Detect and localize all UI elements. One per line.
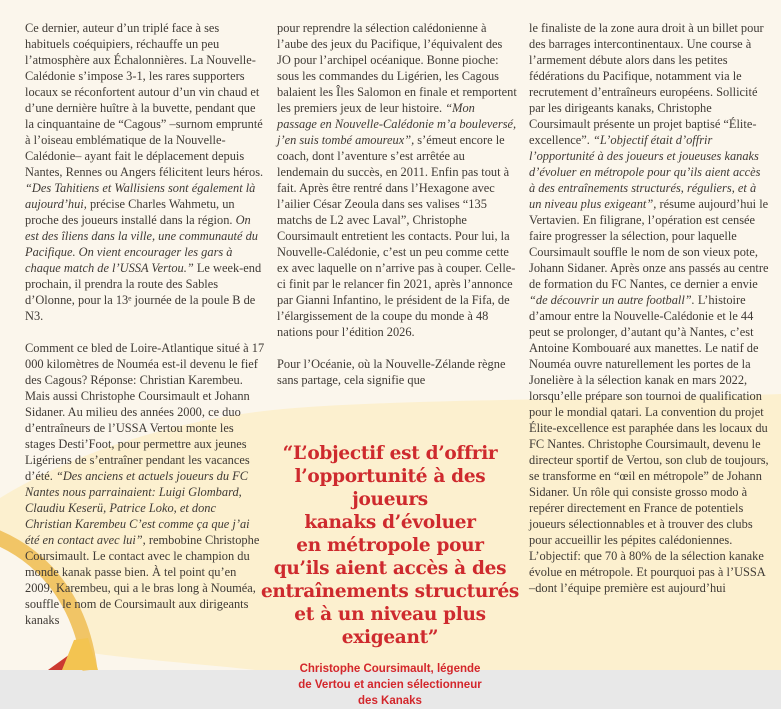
pull-quote-text: “L’objectif est d’offrir l’opportunité à des joueurs kanaks d’évoluer en métropole pour qu’ils aient accès à des entraînements structurés et à un niveau plus exigeant” bbox=[260, 443, 520, 648]
paragraph: pour reprendre la sélection calédonienne à l’aube des jeux du Pacifique, l’équivalent des JO pour l’archipel océanique. Bonne pioche: sous les commandes du Ligérien, les Cagous balaient les Îles Salomon en finale et remportent les premiers jeux de leur histoire. “Mon passage en Nouvelle-Calédonie m’a bouleversé, j’en suis tombé amoureux”, s’émeut encore le coach, dont l’aventure s’est arrêtée au lendemain du succès, en 2011. Enfin pas tout à fait. Après être rentré dans l’Hexagone avec l’ailier César Zeoula dans ses valises “135 matchs de L2 avec Laval”, Christophe Coursimault entretient les contacts. Pour lui, la Nouvelle-Calédonie, c’est un peu comme cette ex avec laquelle on n’arrive pas à couper. Celle-ci finit par le relancer fin 2021, après l’annonce par Gianni Infantino, le président de la Fifa, de l’élargissement de la coupe du monde à 48 nations pour l’édition 2026. bbox=[277, 21, 517, 339]
paragraph: le finaliste de la zone aura droit à un billet pour des barrages intercontinentaux. Une course à l’armement débute alors dans les petites fédérations du Pacifique, notamment via le recrutement d’entraîneurs européens. Sollicité par les dirigeants kanaks, Christophe Coursimault présente un projet baptisé “Élite-excellence”. “L’objectif était d’offrir l’opportunité à des joueurs et joueuses kanaks d’évoluer en métropole pour qu’ils aient accès à des entraînements structurés, réguliers, et à un niveau plus exigeant”, résume aujourd’hui le Vertavien. En filigrane, l’opération est censée faire progresser la sélection, pour laquelle Coursimault souffle le nom de son vieux pote, Johann Sidaner. Après onze ans passés au centre de formation du FC Nantes, ce dernier a envie “de découvrir un autre football”. L’histoire d’amour entre la Nouvelle-Calédonie et le 44 peut se prolonger, d’autant qu’à Nantes, c’est Antoine Kombouaré aux manettes. Le natif de Nouméa ouvre naturellement les portes de la Jonelière à la sélection kanak en mars 2022, lorsqu’elle prépare son tournoi de qualification pour le mondial qatari. La convention du projet Élite-excellence est paraphée dans les locaux du FC Nantes. Christophe Coursimault, devenu le directeur sportif de Vertou, son club de toujours, se transforme en “œil en métropole” de Johann Sidaner. Un rôle qui consiste grosso modo à repérer directement en France de potentiels joueurs sélectionnables et à trouver des clubs pour accueillir les pépites calédoniennes. L’objectif: que 70 à 80% de la sélection kanake évolue en métropole. Et pourquoi pas à l’USSA –dont l’équipe première est aujourd’hui bbox=[529, 21, 769, 595]
pull-quote bbox=[254, 442, 526, 709]
article-column-1 bbox=[25, 20, 265, 644]
article-column-3 bbox=[529, 20, 769, 612]
article-column-2 bbox=[277, 20, 517, 404]
pull-quote-attribution: Christophe Coursimault, légende de Vertou et ancien sélectionneur des Kanaks bbox=[298, 663, 482, 707]
paragraph: Pour l’Océanie, où la Nouvelle-Zélande règne sans partage, cela signifie que bbox=[277, 357, 506, 387]
paragraph: Ce dernier, auteur d’un triplé face à ses habituels coéquipiers, réchauffe un peu l’atmosphère aux Échalonnières. La Nouvelle-Calédonie s’impose 3-1, les rares supporters locaux se réconfortent autour d’un vin chaud et d’une dernière huître à la buvette, pendant que la cinquantaine de “Cagous” –surnom emprunté à l’oiseau emblématique de la Nouvelle-Calédonie– ayant fait le déplacement depuis Nantes, Rennes ou Angers félicitent leurs héros. “Des Tahitiens et Wallisiens sont également là aujourd’hui, précise Charles Wahmetu, un proche des joueurs installé dans la région. On est des îliens dans la ville, une communauté du Pacifique. On vient encourager les gars à chaque match de l’USSA Vertou.” Le week-end prochain, il prendra la route des Sables d’Olonne, pour la 13ᵉ journée de la poule B de N3. bbox=[25, 21, 264, 323]
paragraph: Comment ce bled de Loire-Atlantique situé à 17 000 kilomètres de Nouméa est-il devenu le fief des Cagous? Réponse: Christian Karembeu. Mais aussi Christophe Coursimault et Johann Sidaner. Au milieu des années 2000, ce duo d’entraîneurs de l’USSA Vertou monte les stages Desti’Foot, pour permettre aux jeunes Ligériens de s’entraîner pendant les vacances d’été. “Des anciens et actuels joueurs du FC Nantes nous parrainaient: Luigi Glombard, Claudiu Keserü, Patrice Loko, et donc Christian Karembeu C’est comme ça que j’ai été en contact avec lui”, rembobine Christophe Coursimault. Le contact avec le champion du monde kanak passe bien. À tel point qu’en 2009, Karembeu, qui a le bras long à Nouméa, souffle le nom de Coursimault aux dirigeants kanaks bbox=[25, 341, 265, 627]
